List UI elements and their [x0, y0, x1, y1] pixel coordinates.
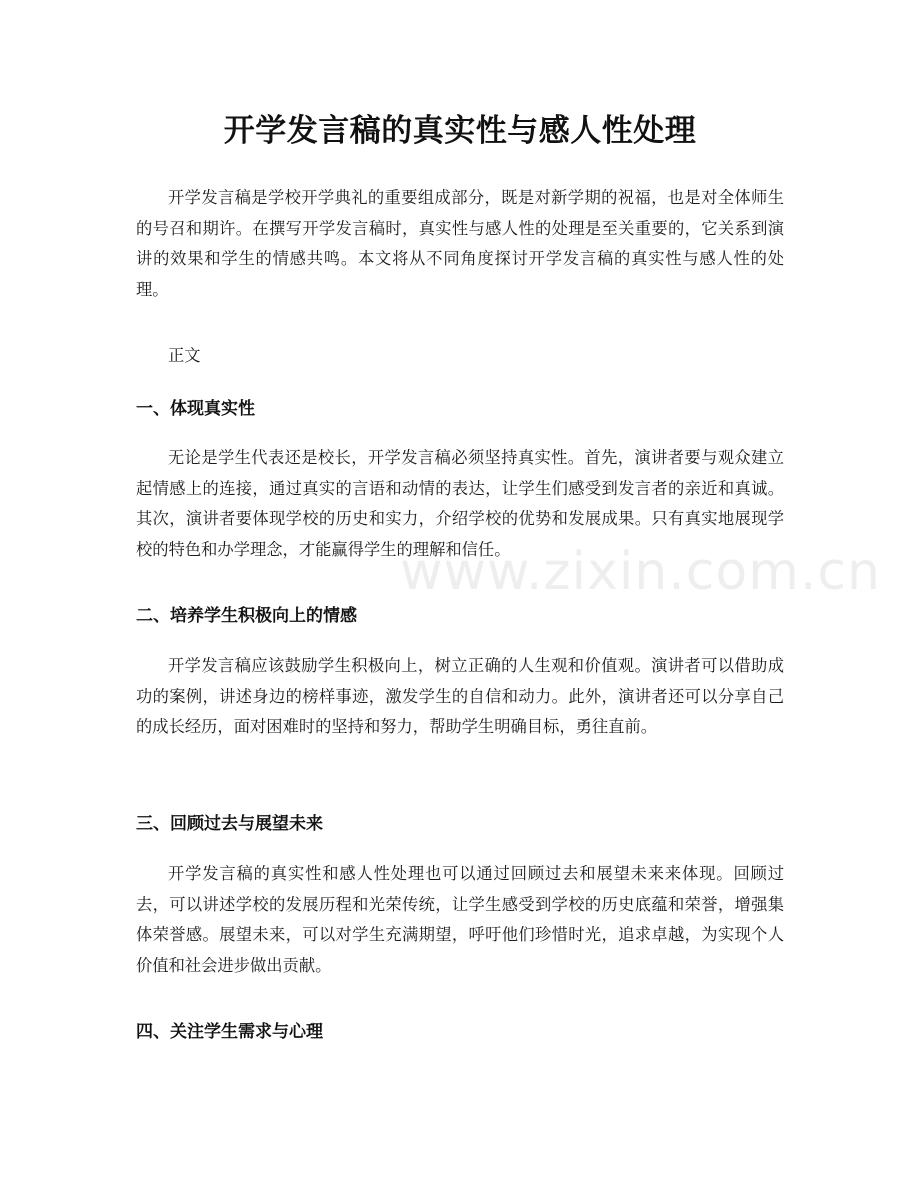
document-title: 开学发言稿的真实性与感人性处理 [223, 113, 697, 149]
section-paragraph-1: 无论是学生代表还是校长，开学发言稿必须坚持真实性。首先，演讲者要与观众建立起情感上的连接，通过真实的言语和动情的表达，让学生们感受到发言者的亲近和真诚。其次，演讲者要体现学校的历史和实力，介绍学校的优势和发展成果。只有真实地展现学校的特色和办学理念，才能赢得学生的理解和信任。 [136, 448, 784, 559]
body-label: 正文 [168, 346, 201, 365]
section-paragraph-2: 开学发言稿应该鼓励学生积极向上，树立正确的人生观和价值观。演讲者可以借助成功的案例，讲述身边的榜样事迹，激发学生的自信和动力。此外，演讲者还可以分享自己的成长经历，面对困难时的坚持和努力，帮助学生明确目标，勇往直前。 [136, 656, 784, 736]
section-heading-4: 四、关注学生需求与心理 [136, 1022, 323, 1042]
section-heading-3: 三、回顾过去与展望未来 [136, 814, 323, 834]
section-heading-2: 二、培养学生积极向上的情感 [136, 606, 357, 626]
section-paragraph-3: 开学发言稿的真实性和感人性处理也可以通过回顾过去和展望未来来体现。回顾过去，可以讲述学校的发展历程和光荣传统，让学生感受到学校的历史底蕴和荣誉，增强集体荣誉感。展望未来，可以对学生充满期望，呼吁他们珍惜时光，追求卓越，为实现个人价值和社会进步做出贡献。 [136, 864, 784, 975]
intro-paragraph: 开学发言稿是学校开学典礼的重要组成部分，既是对新学期的祝福，也是对全体师生的号召和期许。在撰写开学发言稿时，真实性与感人性的处理是至关重要的，它关系到演讲的效果和学生的情感共鸣。本文将从不同角度探讨开学发言稿的真实性与感人性的处理。 [136, 188, 784, 299]
watermark: www.zixin.com.cn [400, 542, 881, 602]
section-heading-1: 一、体现真实性 [136, 399, 255, 419]
